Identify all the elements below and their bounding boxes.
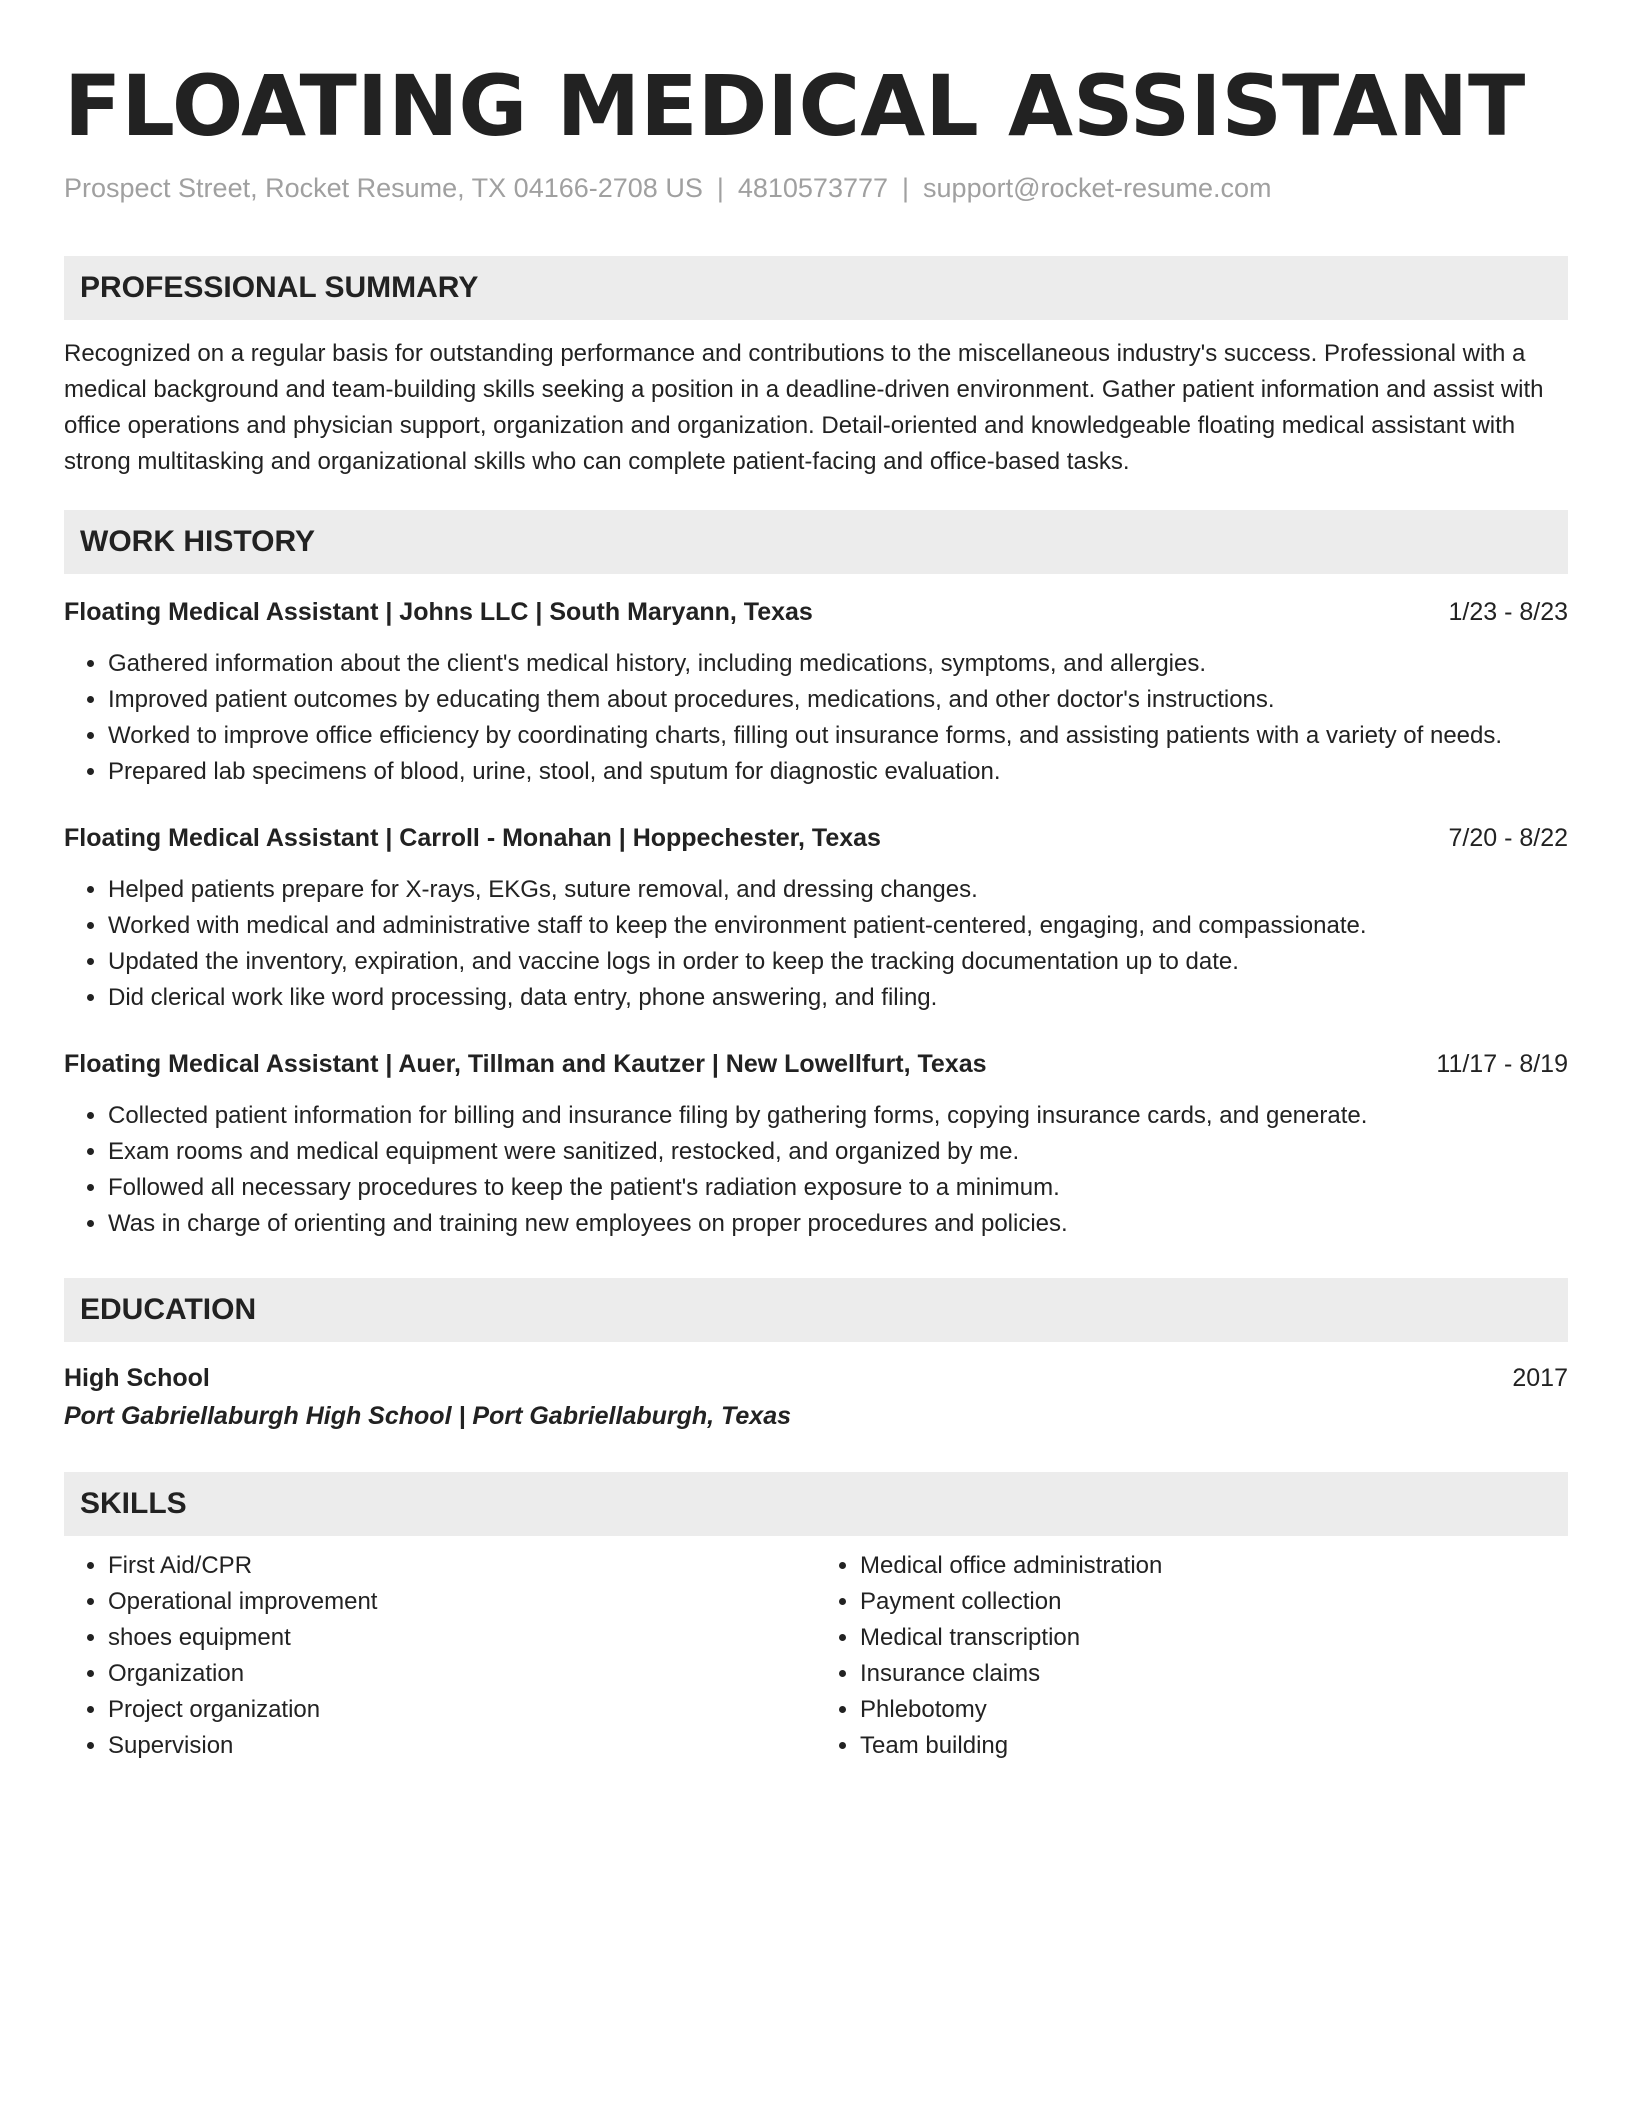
job-entry	[64, 820, 1568, 1016]
skill-item: • Operational improvement	[108, 1584, 816, 1620]
skills-column-right	[816, 1548, 1568, 1764]
contact-line	[64, 170, 1568, 206]
resume-name: FLOATING MEDICAL ASSISTANT	[64, 57, 1526, 155]
job-bullet: • Updated the inventory, expiration, and vaccine logs in order to keep the tracking documentation up to date.	[108, 944, 1568, 980]
summary-text: Recognized on a regular basis for outstanding performance and contributions to the miscellaneous industry's success. Professional with a medical background and team-building skills seeking a position in a deadline-driven environment. Gather patient information and assist with office operations and physician support, organization and organization. Detail-oriented and knowledgeable floating medical assistant with strong multitasking and organizational skills who can complete patient-facing and office-based tasks.	[64, 340, 1544, 475]
skills-list	[816, 1548, 1568, 1764]
education-year: 2017	[1512, 1364, 1568, 1392]
skill-item: • Project organization	[108, 1692, 816, 1728]
job-bullets	[64, 646, 1568, 790]
job-bullet: • Improved patient outcomes by educating them about procedures, medications, and other doctor's instructions.	[108, 682, 1568, 718]
contact-email: support@rocket-resume.com	[923, 173, 1272, 203]
job-title: Floating Medical Assistant | Auer, Tillman and Kautzer | New Lowellfurt, Texas	[64, 1050, 987, 1078]
section-heading-summary: PROFESSIONAL SUMMARY	[64, 256, 1568, 320]
skill-item: • Organization	[108, 1656, 816, 1692]
skill-item: • First Aid/CPR	[108, 1548, 816, 1584]
contact-separator: |	[716, 173, 724, 203]
contact-address: Prospect Street, Rocket Resume, TX 04166-2708 US	[64, 173, 703, 203]
skill-item: • Medical transcription	[860, 1620, 1568, 1656]
skills-column-left	[64, 1548, 816, 1764]
skill-item: • Supervision	[108, 1728, 816, 1764]
job-bullet: • Collected patient information for billing and insurance filing by gathering forms, copying insurance cards, and generate.	[108, 1098, 1568, 1134]
skill-item: • Medical office administration	[860, 1548, 1568, 1584]
skill-item: • shoes equipment	[108, 1620, 816, 1656]
job-title: Floating Medical Assistant | Johns LLC | South Maryann, Texas	[64, 598, 813, 626]
job-bullet: • Worked with medical and administrative staff to keep the environment patient-centered, engaging, and compassionate.	[108, 908, 1568, 944]
section-heading-skills: SKILLS	[64, 1472, 1568, 1536]
education-header	[64, 1360, 1568, 1396]
skill-item: • Phlebotomy	[860, 1692, 1568, 1728]
education-school: Port Gabriellaburgh High School | Port Gabriellaburgh, Texas	[64, 1402, 792, 1430]
skills-grid	[64, 1548, 1568, 1764]
job-bullet: • Prepared lab specimens of blood, urine, stool, and sputum for diagnostic evaluation.	[108, 754, 1568, 790]
job-header	[64, 594, 1568, 630]
job-bullet: • Exam rooms and medical equipment were sanitized, restocked, and organized by me.	[108, 1134, 1568, 1170]
job-bullets	[64, 1098, 1568, 1242]
skill-item: • Insurance claims	[860, 1656, 1568, 1692]
job-dates: 1/23 - 8/23	[1448, 598, 1568, 626]
education-degree: High School	[64, 1364, 210, 1392]
job-header	[64, 820, 1568, 856]
job-bullet: • Gathered information about the client's medical history, including medications, symptoms, and allergies.	[108, 646, 1568, 682]
job-entry	[64, 1046, 1568, 1242]
job-dates: 7/20 - 8/22	[1448, 824, 1568, 852]
job-bullets	[64, 872, 1568, 1016]
job-bullet: • Worked to improve office efficiency by coordinating charts, filling out insurance forms, and assisting patients with a variety of needs.	[108, 718, 1568, 754]
skills-list	[64, 1548, 816, 1764]
job-bullet: • Was in charge of orienting and training new employees on proper procedures and policies.	[108, 1206, 1568, 1242]
job-entry	[64, 594, 1568, 790]
job-header	[64, 1046, 1568, 1082]
job-bullet: • Helped patients prepare for X-rays, EKGs, suture removal, and dressing changes.	[108, 872, 1568, 908]
skill-item: • Team building	[860, 1728, 1568, 1764]
skill-item: • Payment collection	[860, 1584, 1568, 1620]
contact-separator: |	[902, 173, 910, 203]
section-heading-education: EDUCATION	[64, 1278, 1568, 1342]
job-bullet: • Did clerical work like word processing, data entry, phone answering, and filing.	[108, 980, 1568, 1016]
section-heading-work: WORK HISTORY	[64, 510, 1568, 574]
job-dates: 11/17 - 8/19	[1436, 1050, 1568, 1078]
job-title: Floating Medical Assistant | Carroll - Monahan | Hoppechester, Texas	[64, 824, 881, 852]
job-bullet: • Followed all necessary procedures to keep the patient's radiation exposure to a minimum.	[108, 1170, 1568, 1206]
contact-phone: 4810573777	[737, 173, 889, 203]
